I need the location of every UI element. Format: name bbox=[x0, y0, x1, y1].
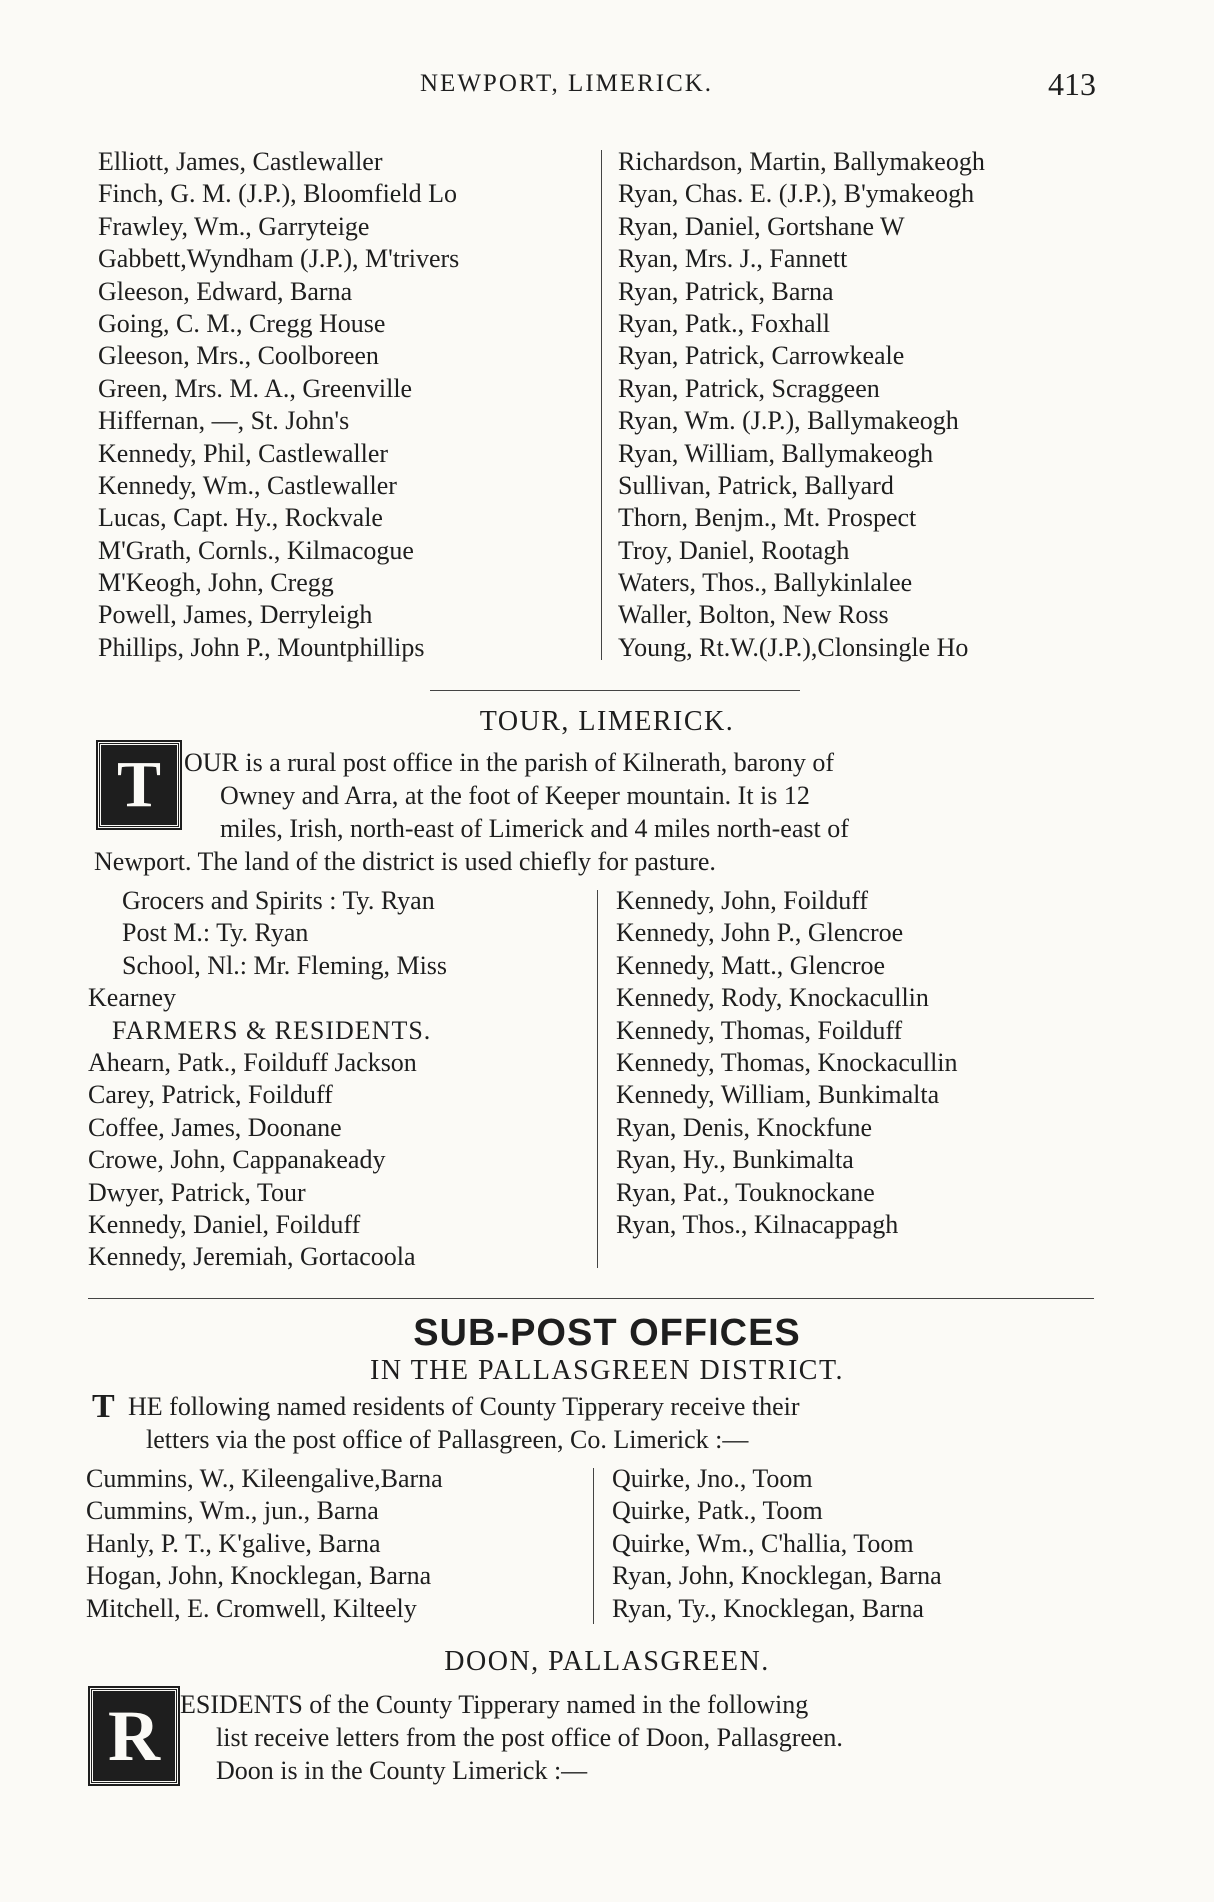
paragraph-line: Doon is in the County Limerick :— bbox=[216, 1756, 588, 1785]
subpost-section-subtitle: IN THE PALLASGREEN DISTRICT. bbox=[370, 1355, 844, 1386]
list-item: Carey, Patrick, Foilduff bbox=[88, 1080, 333, 1110]
list-item: Finch, G. M. (J.P.), Bloomfield Lo bbox=[98, 179, 457, 209]
running-head: NEWPORT, LIMERICK. bbox=[420, 70, 714, 97]
list-item: Kennedy, Wm., Castlewaller bbox=[98, 470, 397, 500]
list-item: Ryan, Patrick, Carrowkeale bbox=[618, 341, 905, 371]
list-item: Sullivan, Patrick, Ballyard bbox=[618, 470, 894, 500]
newport-right-column bbox=[618, 146, 985, 664]
list-item: Green, Mrs. M. A., Greenville bbox=[98, 373, 413, 403]
list-item: Ryan, Pat., Touknockane bbox=[616, 1177, 875, 1207]
paragraph-line: HE following named residents of County Tipperary receive their bbox=[128, 1392, 800, 1421]
paragraph-line: OUR is a rural post office in the parish of Kilnerath, barony of bbox=[184, 748, 835, 777]
list-item: Quirke, Patk., Toom bbox=[612, 1496, 823, 1526]
tour-intro-indented bbox=[184, 746, 849, 845]
subpost-intro bbox=[128, 1390, 800, 1456]
list-item: Young, Rt.W.(J.P.),Clonsingle Ho bbox=[618, 632, 969, 662]
list-item: Thorn, Benjm., Mt. Prospect bbox=[618, 503, 917, 533]
list-item: Hogan, John, Knocklegan, Barna bbox=[86, 1561, 432, 1591]
farmers-heading: FARMERS & RESIDENTS. bbox=[112, 1015, 432, 1045]
list-item: Quirke, Jno., Toom bbox=[612, 1464, 813, 1493]
list-item: Kennedy, Jeremiah, Gortacoola bbox=[88, 1242, 416, 1272]
list-item: Ryan, Patrick, Scraggeen bbox=[618, 373, 880, 403]
subpost-right-column bbox=[612, 1463, 942, 1625]
info-line: Grocers and Spirits : Ty. Ryan bbox=[122, 886, 435, 915]
list-item: Coffee, James, Doonane bbox=[88, 1112, 342, 1142]
list-item: Waller, Bolton, New Ross bbox=[618, 600, 889, 630]
list-item: Ryan, Hy., Bunkimalta bbox=[616, 1145, 854, 1175]
list-item: Hiffernan, —, St. John's bbox=[98, 406, 350, 436]
list-item: Mitchell, E. Cromwell, Kilteely bbox=[86, 1593, 417, 1623]
list-item: Gleeson, Edward, Barna bbox=[98, 276, 353, 306]
page-number: 413 bbox=[1048, 66, 1096, 102]
tour-intro-last bbox=[94, 845, 716, 878]
doon-intro bbox=[180, 1688, 843, 1787]
list-item: Going, C. M., Cregg House bbox=[98, 308, 386, 338]
list-item: Ryan, Thos., Kilnacappagh bbox=[616, 1209, 899, 1239]
paragraph-line: miles, Irish, north-east of Limerick and 4 miles north-east of bbox=[220, 814, 849, 843]
list-item: Cummins, W., Kileengalive,Barna bbox=[86, 1464, 443, 1493]
list-item: Quirke, Wm., C'hallia, Toom bbox=[612, 1528, 914, 1558]
newport-left-column bbox=[98, 146, 459, 664]
paragraph-line: Owney and Arra, at the foot of Keeper mountain. It is 12 bbox=[220, 781, 810, 810]
list-item: Kennedy, Daniel, Foilduff bbox=[88, 1209, 361, 1239]
section-divider bbox=[88, 1298, 1094, 1299]
list-item: Ryan, Chas. E. (J.P.), B'ymakeogh bbox=[618, 179, 975, 209]
list-item: Ryan, Daniel, Gortshane W bbox=[618, 211, 905, 241]
list-item: Richardson, Martin, Ballymakeogh bbox=[618, 147, 985, 176]
list-item: Ryan, Wm. (J.P.), Ballymakeogh bbox=[618, 406, 959, 436]
list-item: Ryan, Mrs. J., Fannett bbox=[618, 244, 848, 274]
list-item: Waters, Thos., Ballykinlalee bbox=[618, 568, 913, 598]
list-item: Gabbett,Wyndham (J.P.), M'trivers bbox=[98, 244, 460, 274]
list-item: Ryan, Ty., Knocklegan, Barna bbox=[612, 1593, 924, 1623]
list-item: Kennedy, Matt., Glencroe bbox=[616, 950, 886, 980]
drop-cap-initial: T bbox=[98, 742, 180, 828]
list-item: Dwyer, Patrick, Tour bbox=[88, 1177, 306, 1207]
column-divider bbox=[597, 890, 598, 1268]
list-item: Kennedy, Rody, Knockacullin bbox=[616, 983, 929, 1013]
column-divider bbox=[601, 150, 602, 660]
list-item: Powell, James, Derryleigh bbox=[98, 600, 373, 630]
list-item: Kennedy, John P., Glencroe bbox=[616, 918, 904, 948]
doon-section-title: DOON, PALLASGREEN. bbox=[444, 1646, 770, 1677]
list-item: Ryan, Patrick, Barna bbox=[618, 276, 834, 306]
list-item: M'Grath, Cornls., Kilmacogue bbox=[98, 535, 414, 565]
list-item: Kennedy, Thomas, Foilduff bbox=[616, 1015, 903, 1045]
list-item: Ryan, Patk., Foxhall bbox=[618, 308, 831, 338]
ornamental-initial: T bbox=[92, 1388, 115, 1425]
list-item: Ahearn, Patk., Foilduff Jackson bbox=[88, 1047, 417, 1077]
info-line: School, Nl.: Mr. Fleming, Miss bbox=[122, 950, 448, 980]
list-item: Phillips, John P., Mountphillips bbox=[98, 632, 425, 662]
list-item: Ryan, John, Knocklegan, Barna bbox=[612, 1561, 942, 1591]
list-item: Kennedy, Phil, Castlewaller bbox=[98, 438, 389, 468]
list-item: Kennedy, William, Bunkimalta bbox=[616, 1080, 940, 1110]
list-item: Lucas, Capt. Hy., Rockvale bbox=[98, 503, 383, 533]
list-item: Kennedy, John, Foilduff bbox=[616, 886, 869, 915]
list-item: Kennedy, Thomas, Knockacullin bbox=[616, 1047, 958, 1077]
drop-cap-initial: R bbox=[90, 1688, 178, 1784]
column-divider bbox=[593, 1468, 594, 1624]
subpost-left-column bbox=[86, 1463, 443, 1625]
info-line: Kearney bbox=[88, 983, 177, 1013]
list-item: Crowe, John, Cappanakeady bbox=[88, 1145, 386, 1175]
page-header bbox=[0, 66, 1214, 106]
list-item: Gleeson, Mrs., Coolboreen bbox=[98, 341, 379, 371]
tour-right-column bbox=[616, 885, 958, 1241]
list-item: Troy, Daniel, Rootagh bbox=[618, 535, 850, 565]
paragraph-line: ESIDENTS of the County Tipperary named in the following bbox=[180, 1690, 809, 1719]
paragraph-line: Newport. The land of the district is used chiefly for pasture. bbox=[94, 847, 716, 876]
subpost-section-title: SUB-POST OFFICES bbox=[413, 1312, 801, 1354]
section-divider bbox=[430, 690, 800, 691]
list-item: Frawley, Wm., Garryteige bbox=[98, 211, 370, 241]
list-item: Ryan, William, Ballymakeogh bbox=[618, 438, 934, 468]
paragraph-line: letters via the post office of Pallasgreen, Co. Limerick :— bbox=[146, 1425, 749, 1454]
tour-left-column bbox=[88, 885, 447, 1274]
list-item: Ryan, Denis, Knockfune bbox=[616, 1112, 873, 1142]
info-line: Post M.: Ty. Ryan bbox=[122, 918, 309, 948]
paragraph-line: list receive letters from the post office of Doon, Pallasgreen. bbox=[216, 1723, 843, 1752]
list-item: Cummins, Wm., jun., Barna bbox=[86, 1496, 379, 1526]
list-item: M'Keogh, John, Cregg bbox=[98, 568, 334, 598]
list-item: Hanly, P. T., K'galive, Barna bbox=[86, 1528, 381, 1558]
list-item: Elliott, James, Castlewaller bbox=[98, 147, 383, 176]
tour-section-title: TOUR, LIMERICK. bbox=[479, 706, 735, 737]
